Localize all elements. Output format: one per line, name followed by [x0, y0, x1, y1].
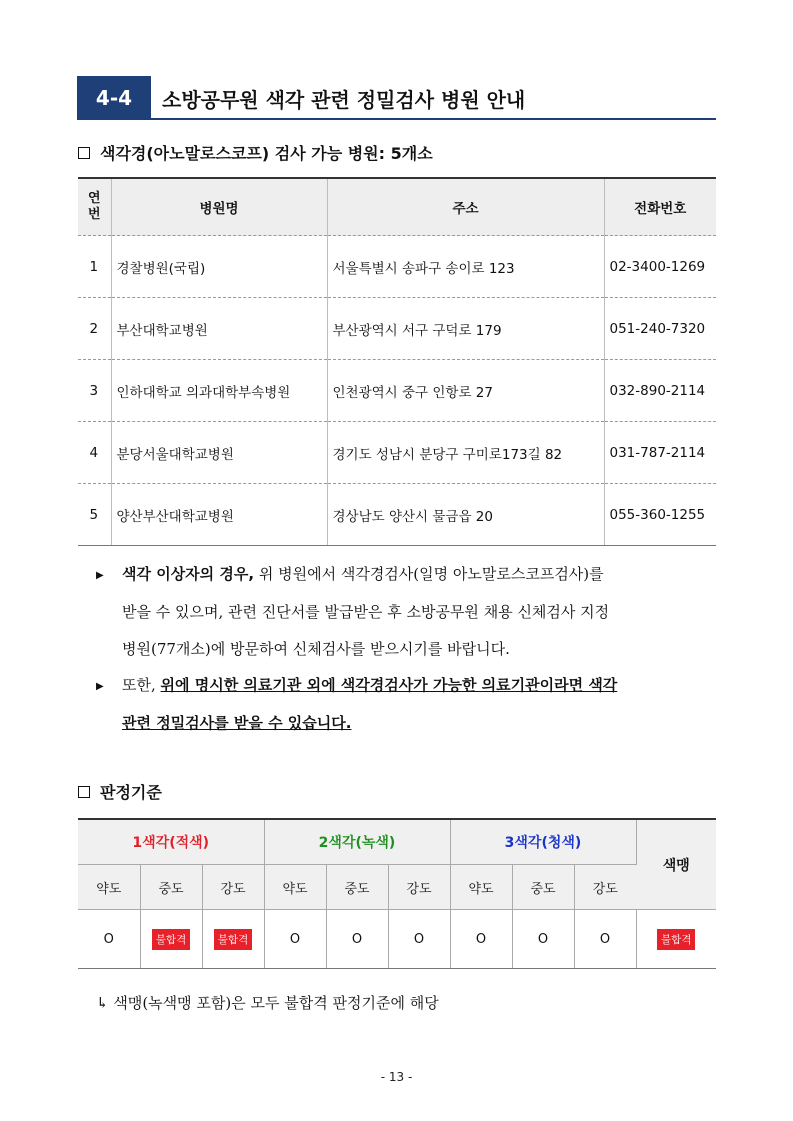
group-green: 2색각(녹색) — [264, 819, 450, 865]
page-number: - 13 - — [380, 1070, 413, 1084]
bullet-1-line-3: 병원(77개소)에 방문하여 신체검사를 받으시기를 바랍니다. — [122, 640, 510, 658]
result-pass: O — [289, 931, 301, 947]
table-row — [78, 298, 716, 360]
cell-name: 분당서울대학교병원 — [111, 422, 327, 484]
level-cell: 강도 — [574, 865, 636, 910]
table-row — [78, 360, 716, 422]
cell-address: 경상남도 양산시 물금읍 20 — [327, 484, 604, 546]
bullet-1-bold: 색각 이상자의 경우, — [122, 565, 255, 583]
bullet-2-line-2: 관련 정밀검사를 받을 수 있습니다. — [122, 714, 352, 732]
cell-address: 경기도 성남시 분당구 구미로173길 82 — [327, 422, 604, 484]
cell-no: 4 — [78, 422, 111, 484]
result-cell — [202, 910, 264, 969]
group-color-blind: 색맹 — [636, 819, 716, 910]
bullet-2-prefix: 또한, — [122, 676, 161, 694]
level-cell: 중도 — [512, 865, 574, 910]
cell-phone: 02-3400-1269 — [604, 236, 716, 298]
hospital-table — [78, 177, 716, 546]
cell-no: 5 — [78, 484, 111, 546]
cell-name: 부산대학교병원 — [111, 298, 327, 360]
table-header-row — [78, 178, 716, 236]
table-row — [78, 484, 716, 546]
table-row — [78, 422, 716, 484]
result-pass: O — [413, 931, 425, 947]
result-cell — [450, 910, 512, 969]
col-header-phone: 전화번호 — [604, 178, 716, 236]
cell-name: 경찰병원(국립) — [111, 236, 327, 298]
triangle-bullet-icon: ▶ — [96, 570, 104, 581]
result-cell — [574, 910, 636, 969]
section-heading-text: 판정기준 — [100, 783, 162, 802]
group-blue: 3색각(청색) — [450, 819, 636, 865]
criteria-level-row — [78, 865, 716, 910]
level-cell: 강도 — [388, 865, 450, 910]
table-row — [78, 236, 716, 298]
level-cell: 중도 — [140, 865, 202, 910]
level-cell: 약도 — [78, 865, 140, 910]
col-header-address: 주소 — [327, 178, 604, 236]
bullet-1-line-2: 받을 수 있으며, 관련 진단서를 발급받은 후 소방공무원 채용 신체검사 지정 — [122, 603, 610, 621]
cell-no: 2 — [78, 298, 111, 360]
result-fail-badge: 불합격 — [152, 929, 190, 950]
cell-no: 3 — [78, 360, 111, 422]
result-fail-badge: 불합격 — [657, 929, 695, 950]
cell-name: 인하대학교 의과대학부속병원 — [111, 360, 327, 422]
col-header-name: 병원명 — [111, 178, 327, 236]
result-pass: O — [475, 931, 487, 947]
cell-address: 부산광역시 서구 구덕로 179 — [327, 298, 604, 360]
result-cell — [78, 910, 140, 969]
level-cell: 강도 — [202, 865, 264, 910]
level-cell: 약도 — [264, 865, 326, 910]
page-title: 소방공무원 색각 관련 정밀검사 병원 안내 — [162, 88, 526, 112]
result-cell — [140, 910, 202, 969]
criteria-group-row — [78, 819, 716, 865]
level-cell: 약도 — [450, 865, 512, 910]
criteria-result-row — [78, 910, 716, 969]
cell-address: 인천광역시 중구 인항로 27 — [327, 360, 604, 422]
result-fail-badge: 불합격 — [214, 929, 252, 950]
section-heading-criteria — [78, 780, 162, 803]
checkbox-square-icon — [78, 786, 90, 798]
result-cell — [388, 910, 450, 969]
result-cell — [326, 910, 388, 969]
result-pass: O — [351, 931, 363, 947]
cell-address: 서울특별시 송파구 송이로 123 — [327, 236, 604, 298]
footnote: ↳ 색맹(녹색맹 포함)은 모두 불합격 판정기준에 해당 — [96, 994, 439, 1012]
result-pass: O — [599, 931, 611, 947]
result-cell — [512, 910, 574, 969]
group-red: 1색각(적색) — [78, 819, 264, 865]
result-cell — [264, 910, 326, 969]
bullet-1-line-1: 위 병원에서 색각경검사(일명 아노말로스코프검사)를 — [254, 565, 604, 583]
checkbox-square-icon — [78, 147, 90, 159]
bullet-paragraph-1 — [96, 556, 716, 668]
section-number: 4-4 — [77, 76, 151, 120]
result-cell — [636, 910, 716, 969]
result-pass: O — [537, 931, 549, 947]
result-pass: O — [103, 931, 114, 947]
cell-phone: 051-240-7320 — [604, 298, 716, 360]
level-cell: 중도 — [326, 865, 388, 910]
col-header-no: 연 번 — [78, 178, 111, 236]
bullet-2-line-1: 위에 명시한 의료기관 외에 색각경검사가 가능한 의료기관이라면 색각 — [160, 676, 618, 694]
cell-name: 양산부산대학교병원 — [111, 484, 327, 546]
cell-phone: 032-890-2114 — [604, 360, 716, 422]
criteria-table — [78, 818, 716, 969]
title-underline — [151, 118, 716, 120]
section-heading-text: 색각경(아노말로스코프) 검사 가능 병원: 5개소 — [100, 144, 433, 163]
cell-phone: 031-787-2114 — [604, 422, 716, 484]
cell-no: 1 — [78, 236, 111, 298]
bullet-paragraph-2 — [96, 667, 716, 742]
triangle-bullet-icon: ▶ — [96, 681, 104, 692]
section-heading-hospitals — [78, 141, 433, 164]
cell-phone: 055-360-1255 — [604, 484, 716, 546]
